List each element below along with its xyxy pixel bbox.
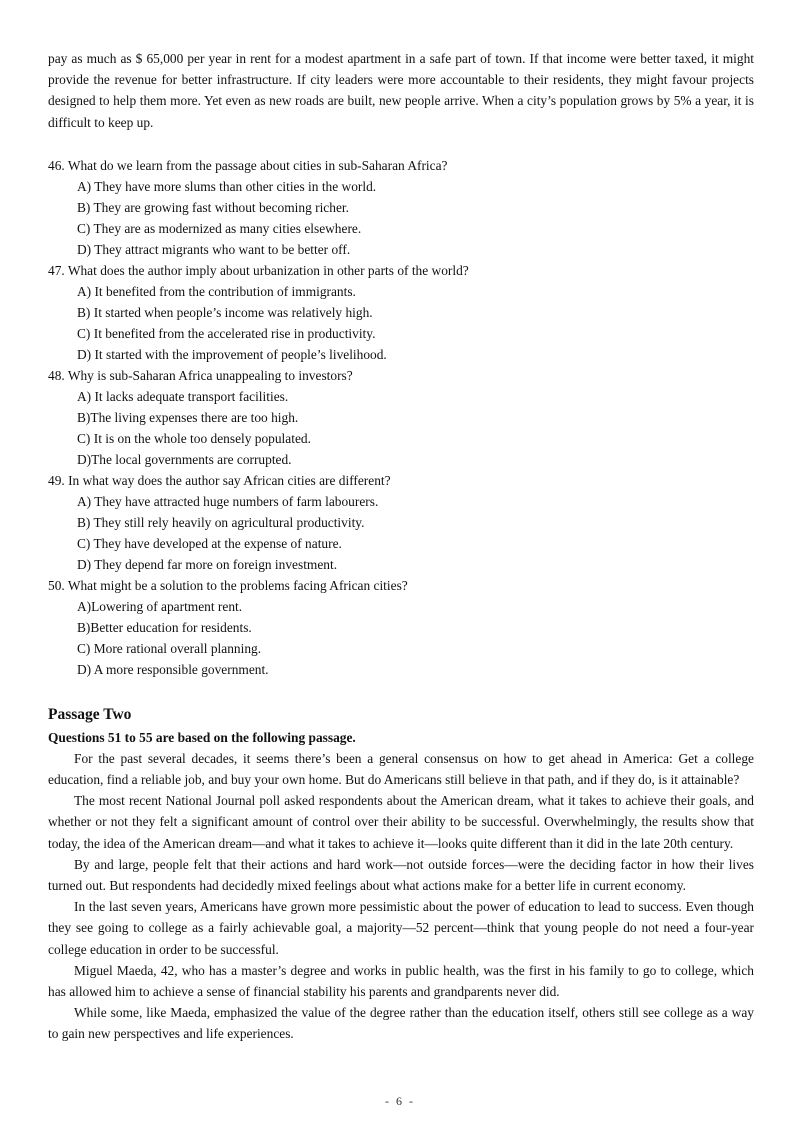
passage-paragraph: Miguel Maeda, 42, who has a master’s degree and works in public health, was the first in his family to go to college, which has allowed him to achieve a sense of financial stability his parents and grandparents never did.: [48, 962, 754, 1000]
question-option: C) They have developed at the expense of nature.: [77, 535, 342, 551]
question-option: C) More rational overall planning.: [77, 640, 262, 656]
question-stem: 47. What does the author imply about urbanization in other parts of the world?: [48, 262, 469, 278]
question-option: A) It benefited from the contribution of immigrants.: [77, 283, 356, 299]
passage-two-subheading: Questions 51 to 55 are based on the following passage.: [48, 729, 356, 745]
question-option: B) They still rely heavily on agricultural productivity.: [77, 514, 365, 530]
question-47: [48, 260, 754, 365]
document-page: [48, 48, 754, 1045]
passage-paragraph: For the past several decades, it seems there’s been a general consensus on how to get ahead in America: Get a college education, find a reliable job, and buy your own home. But do Americans still believe in that path, and if they do, is it attainable?: [48, 750, 754, 788]
question-option: A)Lowering of apartment rent.: [77, 598, 243, 614]
question-option: D) A more responsible government.: [77, 661, 269, 677]
question-stem: 50. What might be a solution to the problems facing African cities?: [48, 577, 408, 593]
question-option: B)Better education for residents.: [77, 619, 252, 635]
question-option: A) They have attracted huge numbers of farm labourers.: [77, 493, 379, 509]
passage-paragraph: While some, like Maeda, emphasized the value of the degree rather than the education itself, others still see college as a way to gain new perspectives and life experiences.: [48, 1005, 754, 1042]
passage-two-body: [48, 748, 754, 1045]
question-option: D) They depend far more on foreign investment.: [77, 556, 338, 572]
question-option: B) It started when people’s income was relatively high.: [77, 304, 373, 320]
question-49: [48, 470, 754, 575]
intro-paragraph: pay as much as $ 65,000 per year in rent for a modest apartment in a safe part of town. If that income were better taxed, it might provide the revenue for better infrastructure. If city leaders were more accountable to their residents, they might favour projects designed to help them more. Yet even as new roads are built, new people arrive. When a city’s population grows by 5% a year, it is difficult to keep up.: [48, 51, 754, 130]
question-option: A) They have more slums than other cities in the world.: [77, 178, 377, 194]
passage-two-heading: Passage Two: [48, 705, 132, 723]
question-option: B) They are growing fast without becoming richer.: [77, 199, 349, 215]
question-stem: 46. What do we learn from the passage about cities in sub-Saharan Africa?: [48, 157, 448, 173]
question-option: B)The living expenses there are too high.: [77, 409, 299, 425]
question-option: D) They attract migrants who want to be better off.: [77, 241, 351, 257]
question-48: [48, 365, 754, 470]
question-list: [48, 155, 754, 680]
question-option: D)The local governments are corrupted.: [77, 451, 292, 467]
question-option: C) They are as modernized as many cities elsewhere.: [77, 220, 362, 236]
question-option: D) It started with the improvement of people’s livelihood.: [77, 346, 387, 362]
question-option: A) It lacks adequate transport facilities.: [77, 388, 289, 404]
question-stem: 49. In what way does the author say African cities are different?: [48, 472, 391, 488]
page-number: - 6 -: [385, 1094, 415, 1108]
passage-paragraph: The most recent National Journal poll asked respondents about the American dream, what it takes to achieve their goals, and whether or not they felt a significant amount of control over their ability to be successful. Overwhelmingly, the results show that today, the idea of the American dream—and what it takes to achieve it—looks quite different than it did in the late 20th century.: [48, 793, 754, 851]
passage-paragraph: By and large, people felt that their actions and hard work—not outside forces—were the deciding factor in how their lives turned out. But respondents had decidedly mixed feelings about what actions make for a better life in current economy.: [48, 856, 754, 894]
passage-paragraph: In the last seven years, Americans have grown more pessimistic about the power of education to lead to success. Even though they see going to college as a fairly achievable goal, a majority—52 percent—think that young people do not need a four-year college education in order to be successful.: [48, 899, 754, 957]
question-option: C) It benefited from the accelerated rise in productivity.: [77, 325, 376, 341]
question-option: C) It is on the whole too densely populated.: [77, 430, 311, 446]
question-stem: 48. Why is sub-Saharan Africa unappealing to investors?: [48, 367, 353, 383]
question-50: [48, 575, 754, 680]
question-46: [48, 155, 754, 260]
